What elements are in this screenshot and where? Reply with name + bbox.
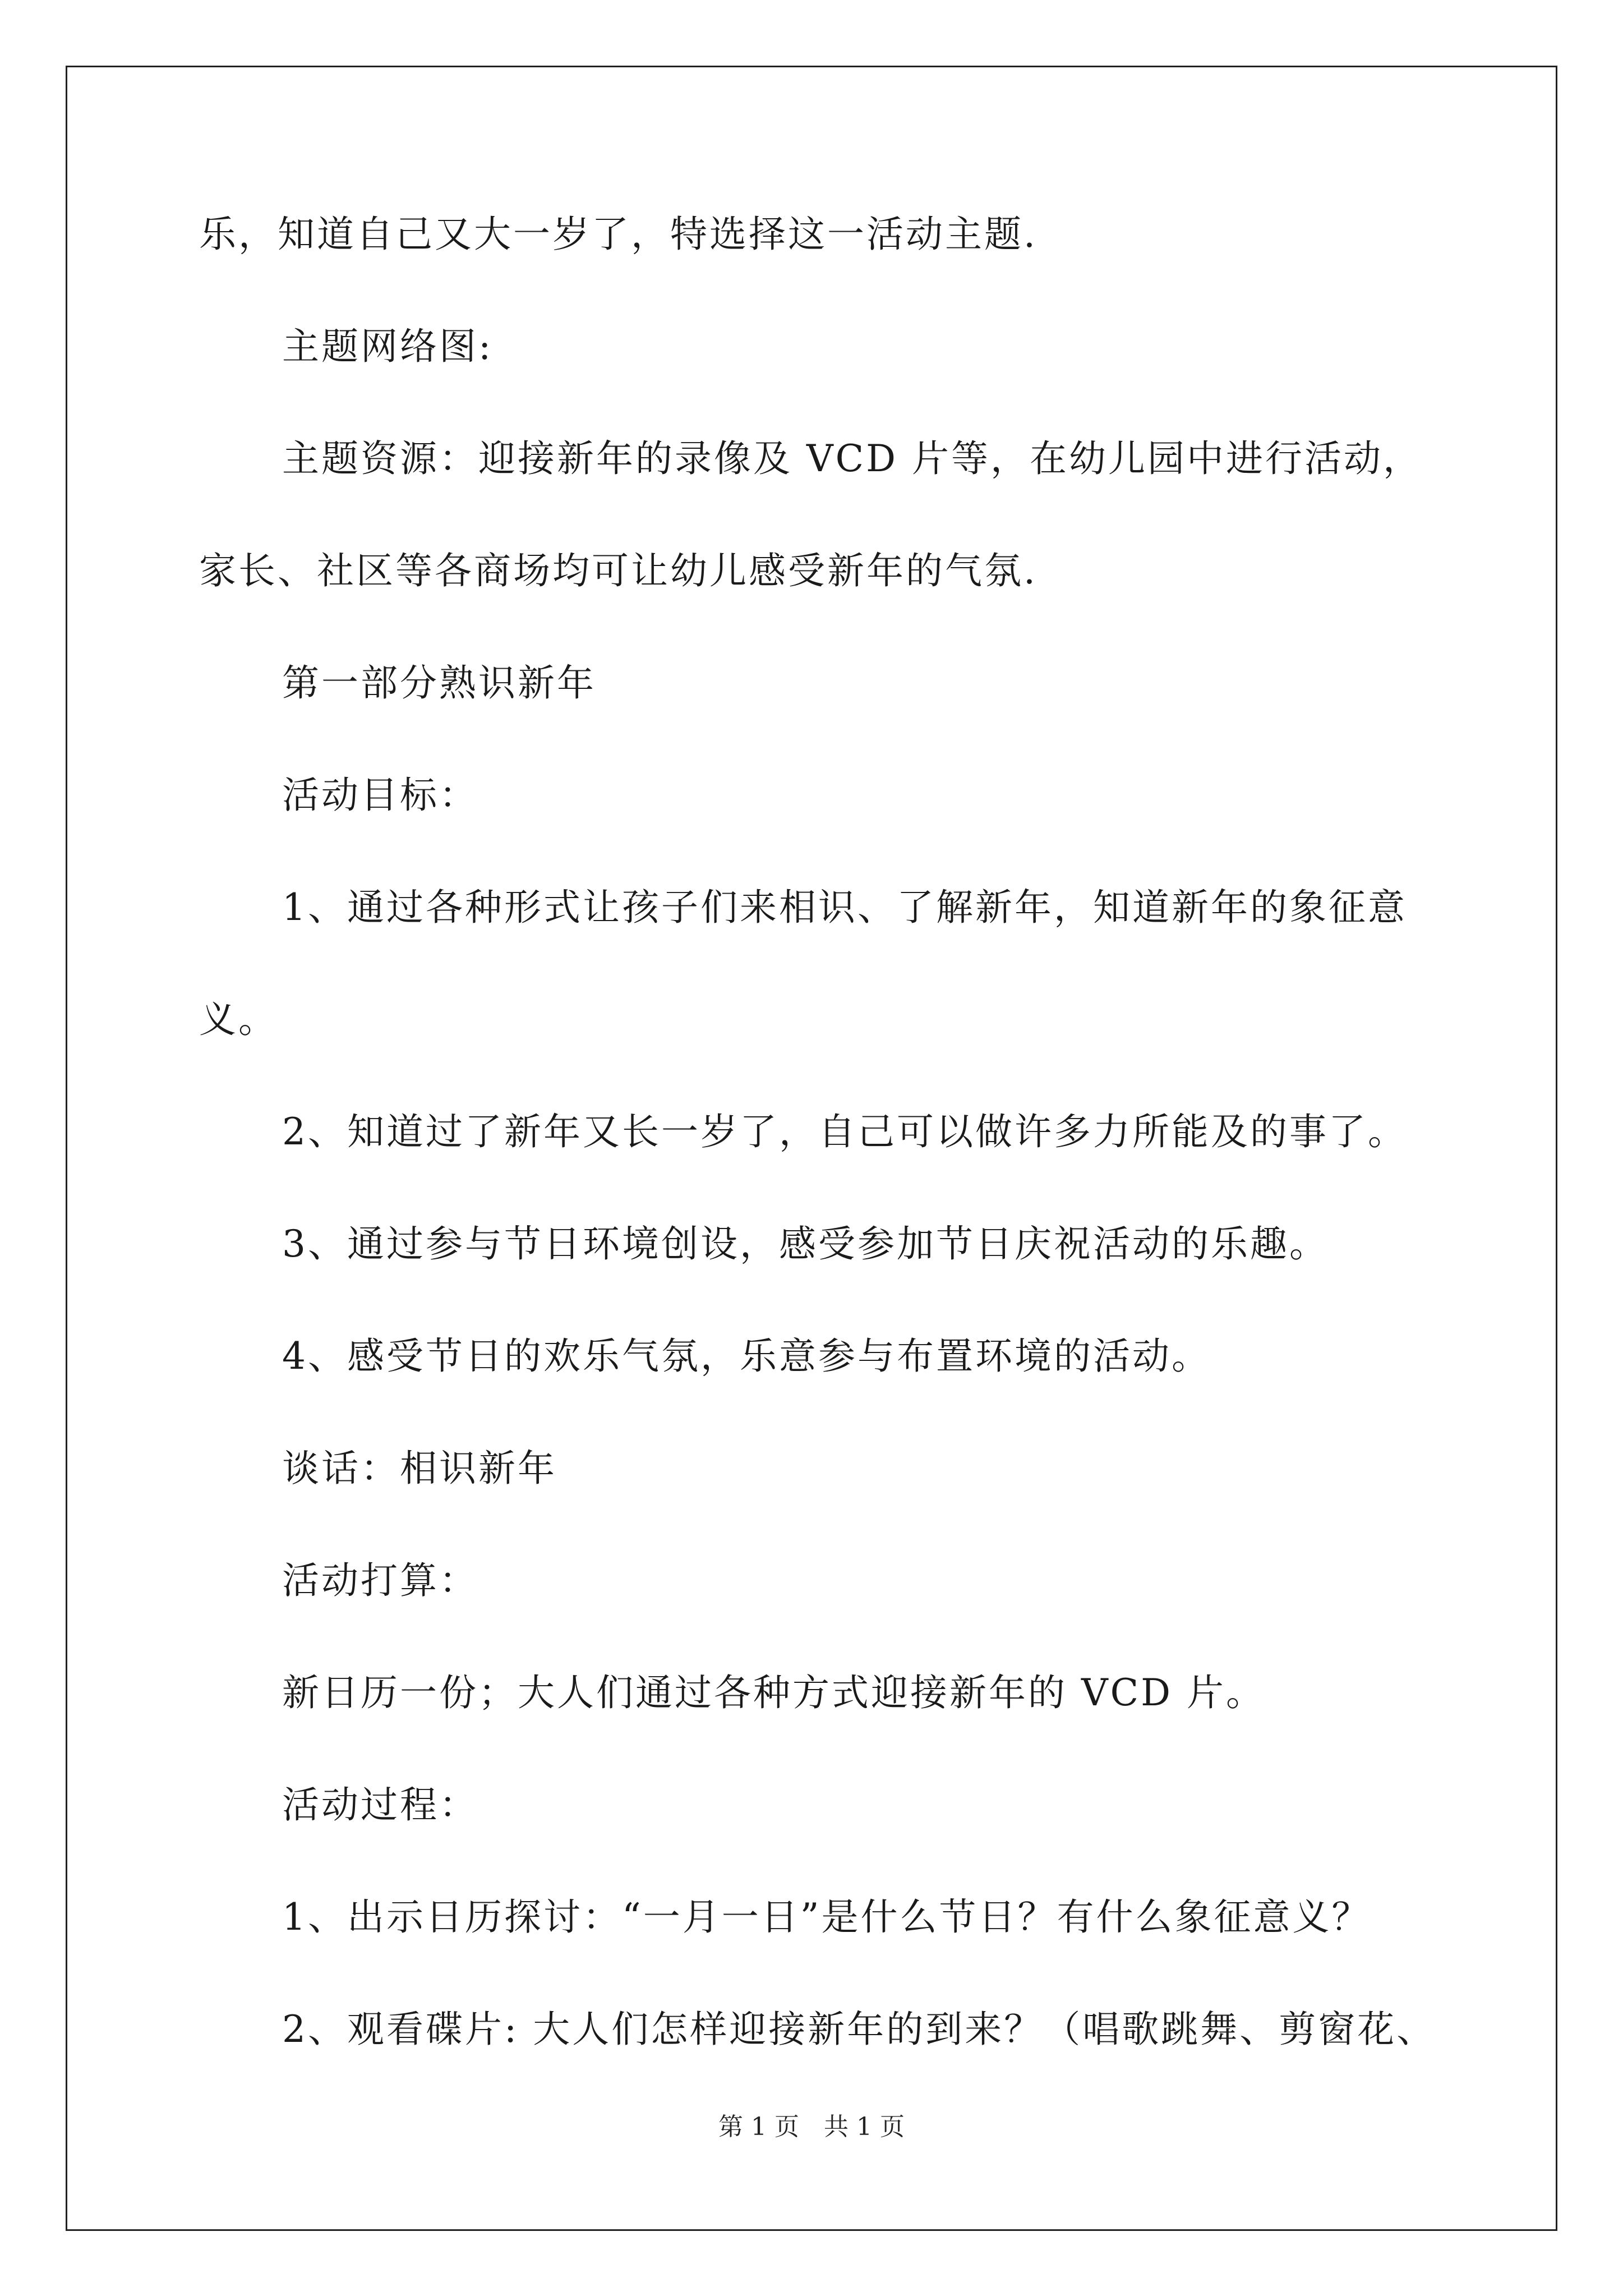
section-heading: 第一部分熟识新年 xyxy=(282,661,596,705)
goal-item-4: 4、感受节日的欢乐气氛，乐意参与布置环境的活动。 xyxy=(282,1335,1211,1378)
process-item-2: 2、观看碟片: 大人们怎样迎接新年的到来？（唱歌跳舞、剪窗花、 xyxy=(282,2008,1436,2051)
paragraph-4: 家长、社区等各商场均可让幼儿感受新年的气氛. xyxy=(199,549,1038,592)
document-body xyxy=(199,213,1455,2123)
paragraph-14: 新日历一份；大人们通过各种方式迎接新年的 VCD 片。 xyxy=(282,1671,1266,1714)
paragraph-3: 主题资源：迎接新年的录像及 VCD 片等，在幼儿园中进行活动， xyxy=(282,437,1423,480)
paragraph-2: 主题网络图: xyxy=(282,325,494,368)
goal-item-3: 3、通过参与节日环境创设，感受参加节日庆祝活动的乐趣。 xyxy=(282,1222,1329,1266)
paragraph-1: 乐，知道自己又大一岁了，特选择这一活动主题. xyxy=(199,213,1038,256)
page-number: 第 1 页 共 1 页 xyxy=(718,2113,905,2141)
goal-item-1-cont: 义。 xyxy=(199,998,278,1041)
process-item-1: 1、出示日历探讨：“一月一日”是什么节日？有什么象征意义？ xyxy=(282,1895,1371,1939)
paragraph-12: 谈话：相识新年 xyxy=(282,1447,557,1490)
paragraph-15: 活动过程： xyxy=(282,1783,478,1826)
paragraph-13: 活动打算： xyxy=(282,1559,478,1602)
goal-item-1: 1、通过各种形式让孩子们来相识、了解新年，知道新年的象征意 xyxy=(282,886,1407,929)
goal-item-2: 2、知道过了新年又长一岁了，自己可以做许多力所能及的事了。 xyxy=(282,1110,1407,1153)
paragraph-6: 活动目标： xyxy=(282,774,478,817)
